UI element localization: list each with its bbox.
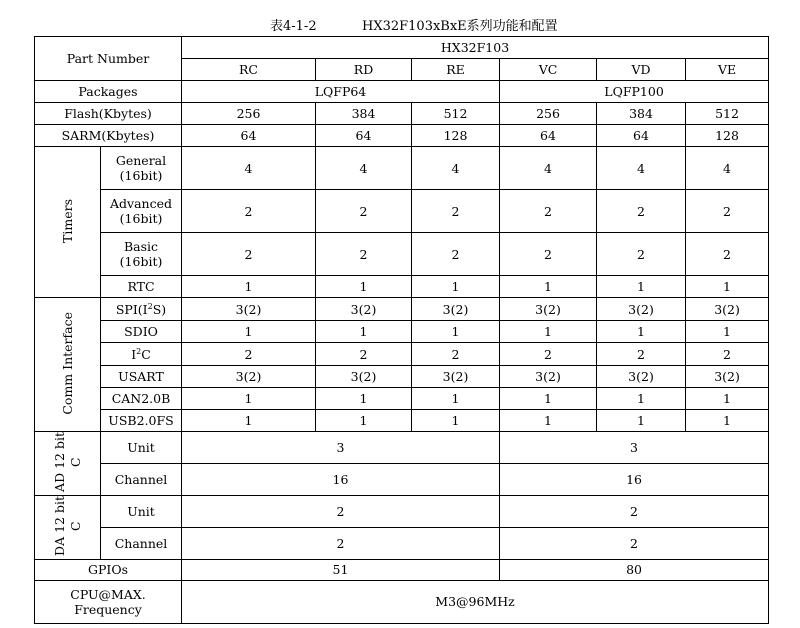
comm-label: USB2.0FS [101,410,182,432]
flash-cell: 256 [182,103,316,125]
sram-cell: 128 [686,125,769,147]
timer-cell: 4 [412,147,500,190]
model-cell: VD [597,59,686,81]
table-row [35,125,769,147]
timer-cell: 2 [597,233,686,276]
dac-cell: 2 [500,527,769,559]
timer-cell: 1 [412,276,500,298]
table-row [35,190,769,233]
table-row [35,463,769,495]
cpu-cell: M3@96MHz [182,580,769,623]
flash-cell: 512 [412,103,500,125]
comm-cell: 1 [412,388,500,410]
table-caption [0,12,800,34]
gpios-cell: 51 [182,559,500,580]
timer-label: RTC [101,276,182,298]
comm-cell: 1 [500,321,597,343]
table-row [35,432,769,464]
timer-cell: 2 [182,233,316,276]
adc-group-label: AD 12 bit C [35,432,101,496]
sram-label: SARM(Kbytes) [35,125,182,147]
timer-cell: 2 [686,233,769,276]
dac-label: Unit [101,495,182,527]
timer-cell: 4 [316,147,412,190]
table-row [35,527,769,559]
table-row [35,103,769,125]
adc-cell: 16 [500,463,769,495]
comm-cell: 1 [597,388,686,410]
comm-cell: 3(2) [686,298,769,321]
sram-cell: 64 [182,125,316,147]
comm-cell: 1 [500,410,597,432]
sram-cell: 64 [316,125,412,147]
comm-cell: 1 [597,410,686,432]
timer-cell: 2 [500,233,597,276]
gpios-label: GPIOs [35,559,182,580]
comm-cell: 1 [316,321,412,343]
table-row [35,388,769,410]
comm-cell: 1 [412,410,500,432]
comm-cell: 1 [412,321,500,343]
model-cell: RE [412,59,500,81]
timer-cell: 2 [182,190,316,233]
table-row [35,321,769,343]
gpios-cell: 80 [500,559,769,580]
dac-group-label: DA 12 bit C [35,495,101,559]
adc-cell: 3 [182,432,500,464]
comm-cell: 1 [182,410,316,432]
family-name: HX32F103 [182,37,769,59]
comm-cell: 1 [316,410,412,432]
comm-label: CAN2.0B [101,388,182,410]
comm-cell: 3(2) [316,298,412,321]
flash-cell: 256 [500,103,597,125]
comm-cell: 1 [686,388,769,410]
comm-cell: 3(2) [412,366,500,388]
timer-cell: 2 [316,233,412,276]
cpu-label: CPU@MAX. Frequency [35,580,182,623]
comm-cell: 2 [597,343,686,366]
comm-cell: 3(2) [500,298,597,321]
comm-cell: 3(2) [686,366,769,388]
comm-cell: 1 [182,321,316,343]
comm-cell: 1 [686,321,769,343]
comm-cell: 2 [500,343,597,366]
table-row [35,580,769,623]
dac-label: Channel [101,527,182,559]
timer-cell: 4 [597,147,686,190]
dac-cell: 2 [182,527,500,559]
comm-label: SDIO [101,321,182,343]
timer-cell: 4 [500,147,597,190]
comm-label: $SPI(I^2S)$ [101,298,182,321]
dac-cell: 2 [182,495,500,527]
comm-cell: 1 [597,321,686,343]
comm-cell: 3(2) [412,298,500,321]
table-row [35,233,769,276]
comm-cell: 1 [316,388,412,410]
timer-cell: 4 [686,147,769,190]
model-cell: VE [686,59,769,81]
caption-number: 表4-1-2 [270,19,317,34]
part-number-label: Part Number [35,37,182,81]
table-row [35,147,769,190]
model-cell: RC [182,59,316,81]
comm-cell: 1 [500,388,597,410]
timer-cell: 1 [500,276,597,298]
comm-cell: 3(2) [597,298,686,321]
comm-cell: 2 [182,343,316,366]
comm-cell: 3(2) [316,366,412,388]
comm-cell: 2 [412,343,500,366]
adc-label: Unit [101,432,182,464]
timers-group-label: Timers [35,147,101,298]
adc-cell: 16 [182,463,500,495]
table-row [35,410,769,432]
comm-cell: 3(2) [500,366,597,388]
timer-cell: 2 [686,190,769,233]
timer-cell: 2 [597,190,686,233]
comm-label: $I^2C$ [101,343,182,366]
table-row [35,298,769,321]
table-row [35,81,769,103]
packages-label: Packages [35,81,182,103]
table-row [35,366,769,388]
timer-cell: 2 [500,190,597,233]
model-cell: RD [316,59,412,81]
adc-cell: 3 [500,432,769,464]
timer-cell: 1 [182,276,316,298]
timer-cell: 1 [597,276,686,298]
flash-label: Flash(Kbytes) [35,103,182,125]
table-row [35,276,769,298]
comm-cell: 3(2) [182,366,316,388]
comm-label: USART [101,366,182,388]
dac-cell: 2 [500,495,769,527]
timer-label: Advanced (16bit) [101,190,182,233]
comm-group-label: Comm Interface [35,298,101,432]
sram-cell: 64 [500,125,597,147]
timer-label: General (16bit) [101,147,182,190]
comm-cell: 3(2) [182,298,316,321]
timer-cell: 2 [316,190,412,233]
flash-cell: 384 [597,103,686,125]
model-cell: VC [500,59,597,81]
caption-title: HX32F103xBxE系列功能和配置 [362,19,558,34]
timer-cell: 1 [316,276,412,298]
timer-cell: 2 [412,233,500,276]
comm-cell: 1 [182,388,316,410]
flash-cell: 512 [686,103,769,125]
spec-table [34,36,769,624]
package-cell: LQFP64 [182,81,500,103]
table-row [35,37,769,59]
timer-cell: 4 [182,147,316,190]
timer-label: Basic (16bit) [101,233,182,276]
comm-cell: 2 [316,343,412,366]
adc-label: Channel [101,463,182,495]
comm-cell: 2 [686,343,769,366]
comm-cell: 3(2) [597,366,686,388]
package-cell: LQFP100 [500,81,769,103]
timer-cell: 2 [412,190,500,233]
table-row [35,559,769,580]
comm-cell: 1 [686,410,769,432]
flash-cell: 384 [316,103,412,125]
sram-cell: 128 [412,125,500,147]
table-row [35,343,769,366]
timer-cell: 1 [686,276,769,298]
table-row [35,495,769,527]
sram-cell: 64 [597,125,686,147]
